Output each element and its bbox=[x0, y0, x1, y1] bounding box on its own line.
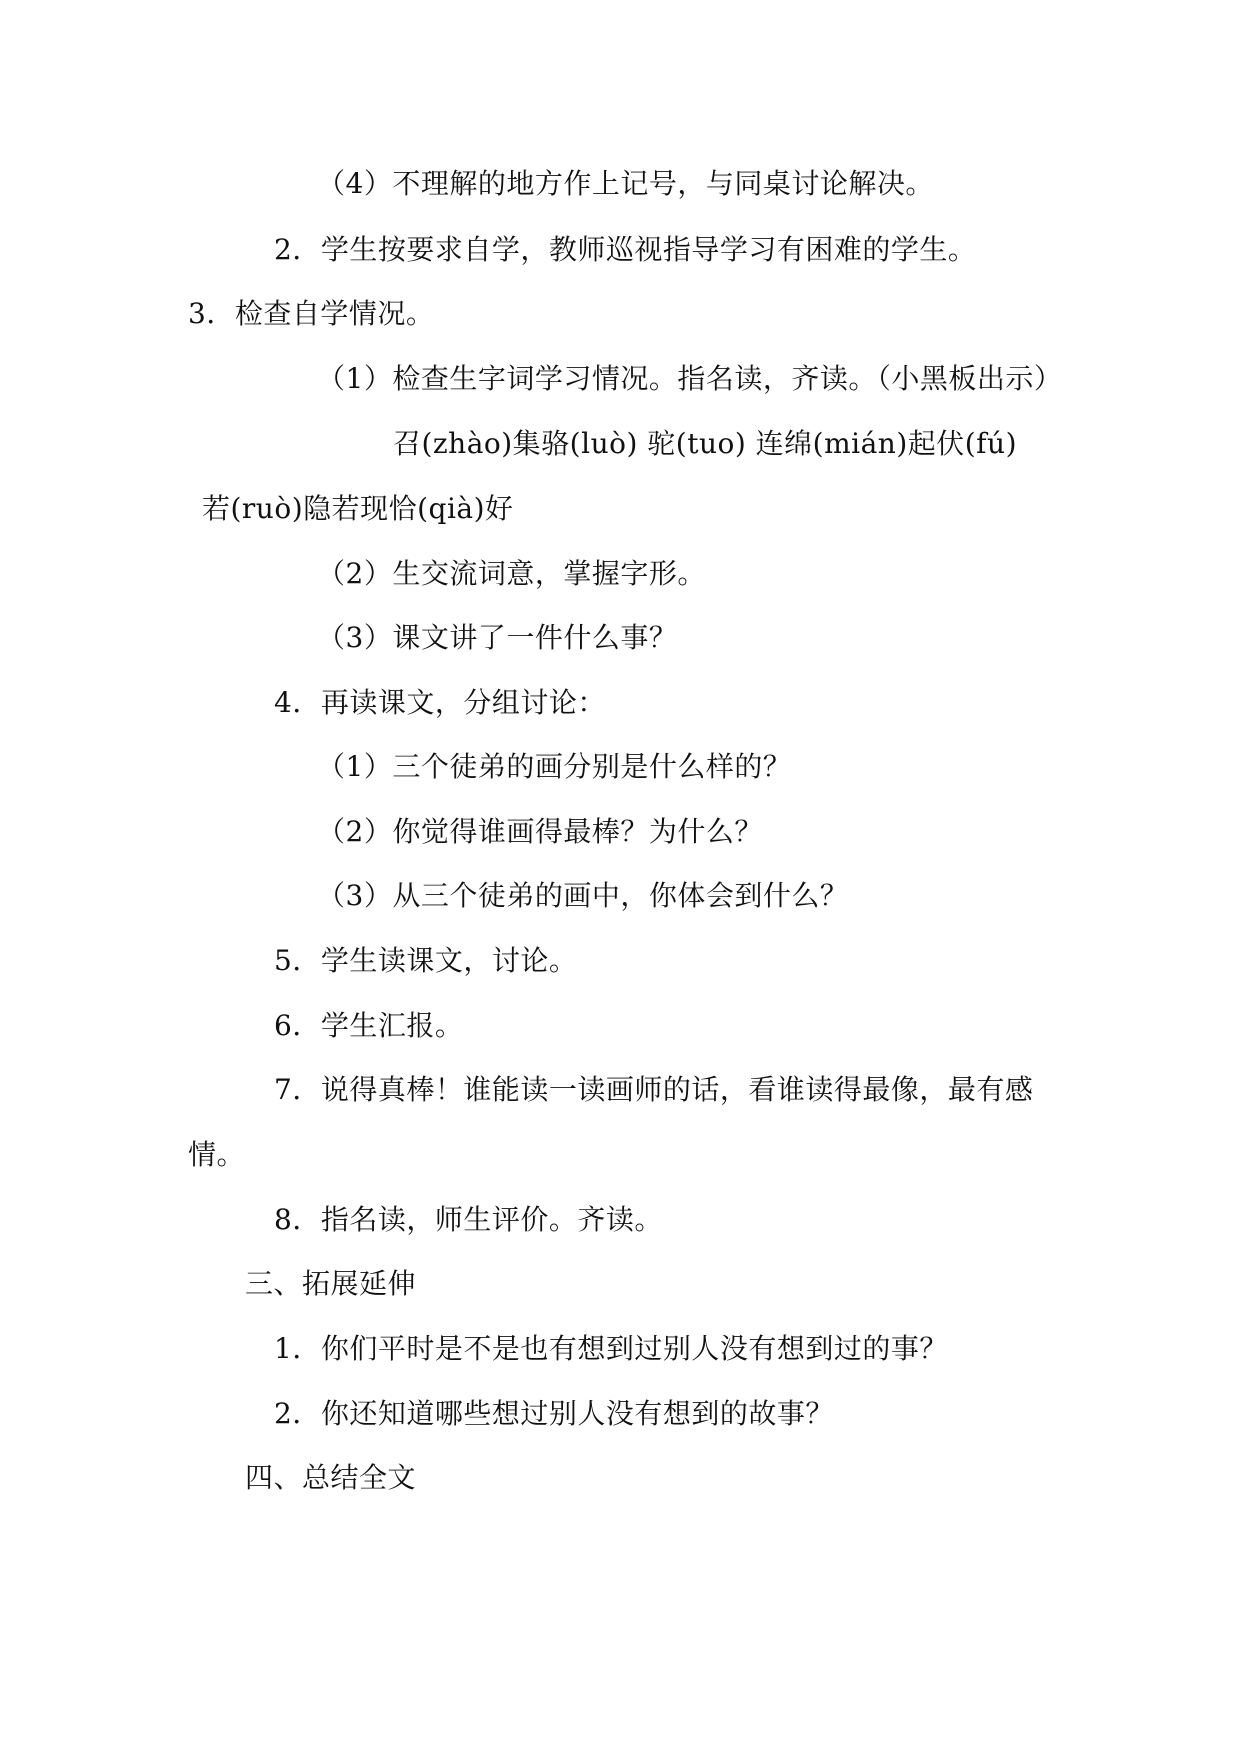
text-line-step-4: （4）不理解的地方作上记号，与同桌讨论解决。 bbox=[317, 167, 934, 200]
text-line-question-3: （3）从三个徒弟的画中，你体会到什么？ bbox=[317, 879, 849, 912]
text-line-extend-2: 2．你还知道哪些想过别人没有想到的故事？ bbox=[274, 1397, 834, 1430]
text-line-pinyin-1: 召(zhào)集骆(luò) 驼(tuo) 连绵(mián)起伏(fú) bbox=[393, 427, 1017, 460]
section-heading-extend: 三、拓展延伸 bbox=[245, 1267, 417, 1300]
text-line-praise: 7．说得真棒！谁能读一读画师的话，看谁读得最像，最有感 bbox=[274, 1073, 1034, 1106]
text-line-pinyin-2: 若(ruò)隐若现恰(qià)好 bbox=[202, 492, 514, 525]
text-line-question-1: （1）三个徒弟的画分别是什么样的？ bbox=[317, 750, 792, 783]
text-line-evaluate: 8．指名读，师生评价。齐读。 bbox=[274, 1203, 663, 1236]
text-line-check-words: （1）检查生字词学习情况。指名读，齐读。（小黑板出示） bbox=[317, 362, 1063, 395]
text-line-group-discuss: 4．再读课文，分组讨论： bbox=[274, 686, 606, 719]
text-line-extend-1: 1．你们平时是不是也有想到过别人没有想到过的事？ bbox=[274, 1332, 948, 1365]
text-line-story-question: （3）课文讲了一件什么事？ bbox=[317, 621, 678, 654]
text-line-check-heading: 3．检查自学情况。 bbox=[188, 297, 435, 330]
section-heading-summary: 四、总结全文 bbox=[245, 1461, 417, 1494]
text-line-report: 6．学生汇报。 bbox=[274, 1009, 464, 1042]
text-line-question-2: （2）你觉得谁画得最棒？为什么？ bbox=[317, 815, 763, 848]
text-line-read-discuss: 5．学生读课文，讨论。 bbox=[274, 944, 578, 977]
text-line-word-meaning: （2）生交流词意，掌握字形。 bbox=[317, 557, 706, 590]
text-line-self-study: 2．学生按要求自学，教师巡视指导学习有困难的学生。 bbox=[274, 233, 977, 266]
text-line-praise-cont: 情。 bbox=[188, 1138, 246, 1171]
